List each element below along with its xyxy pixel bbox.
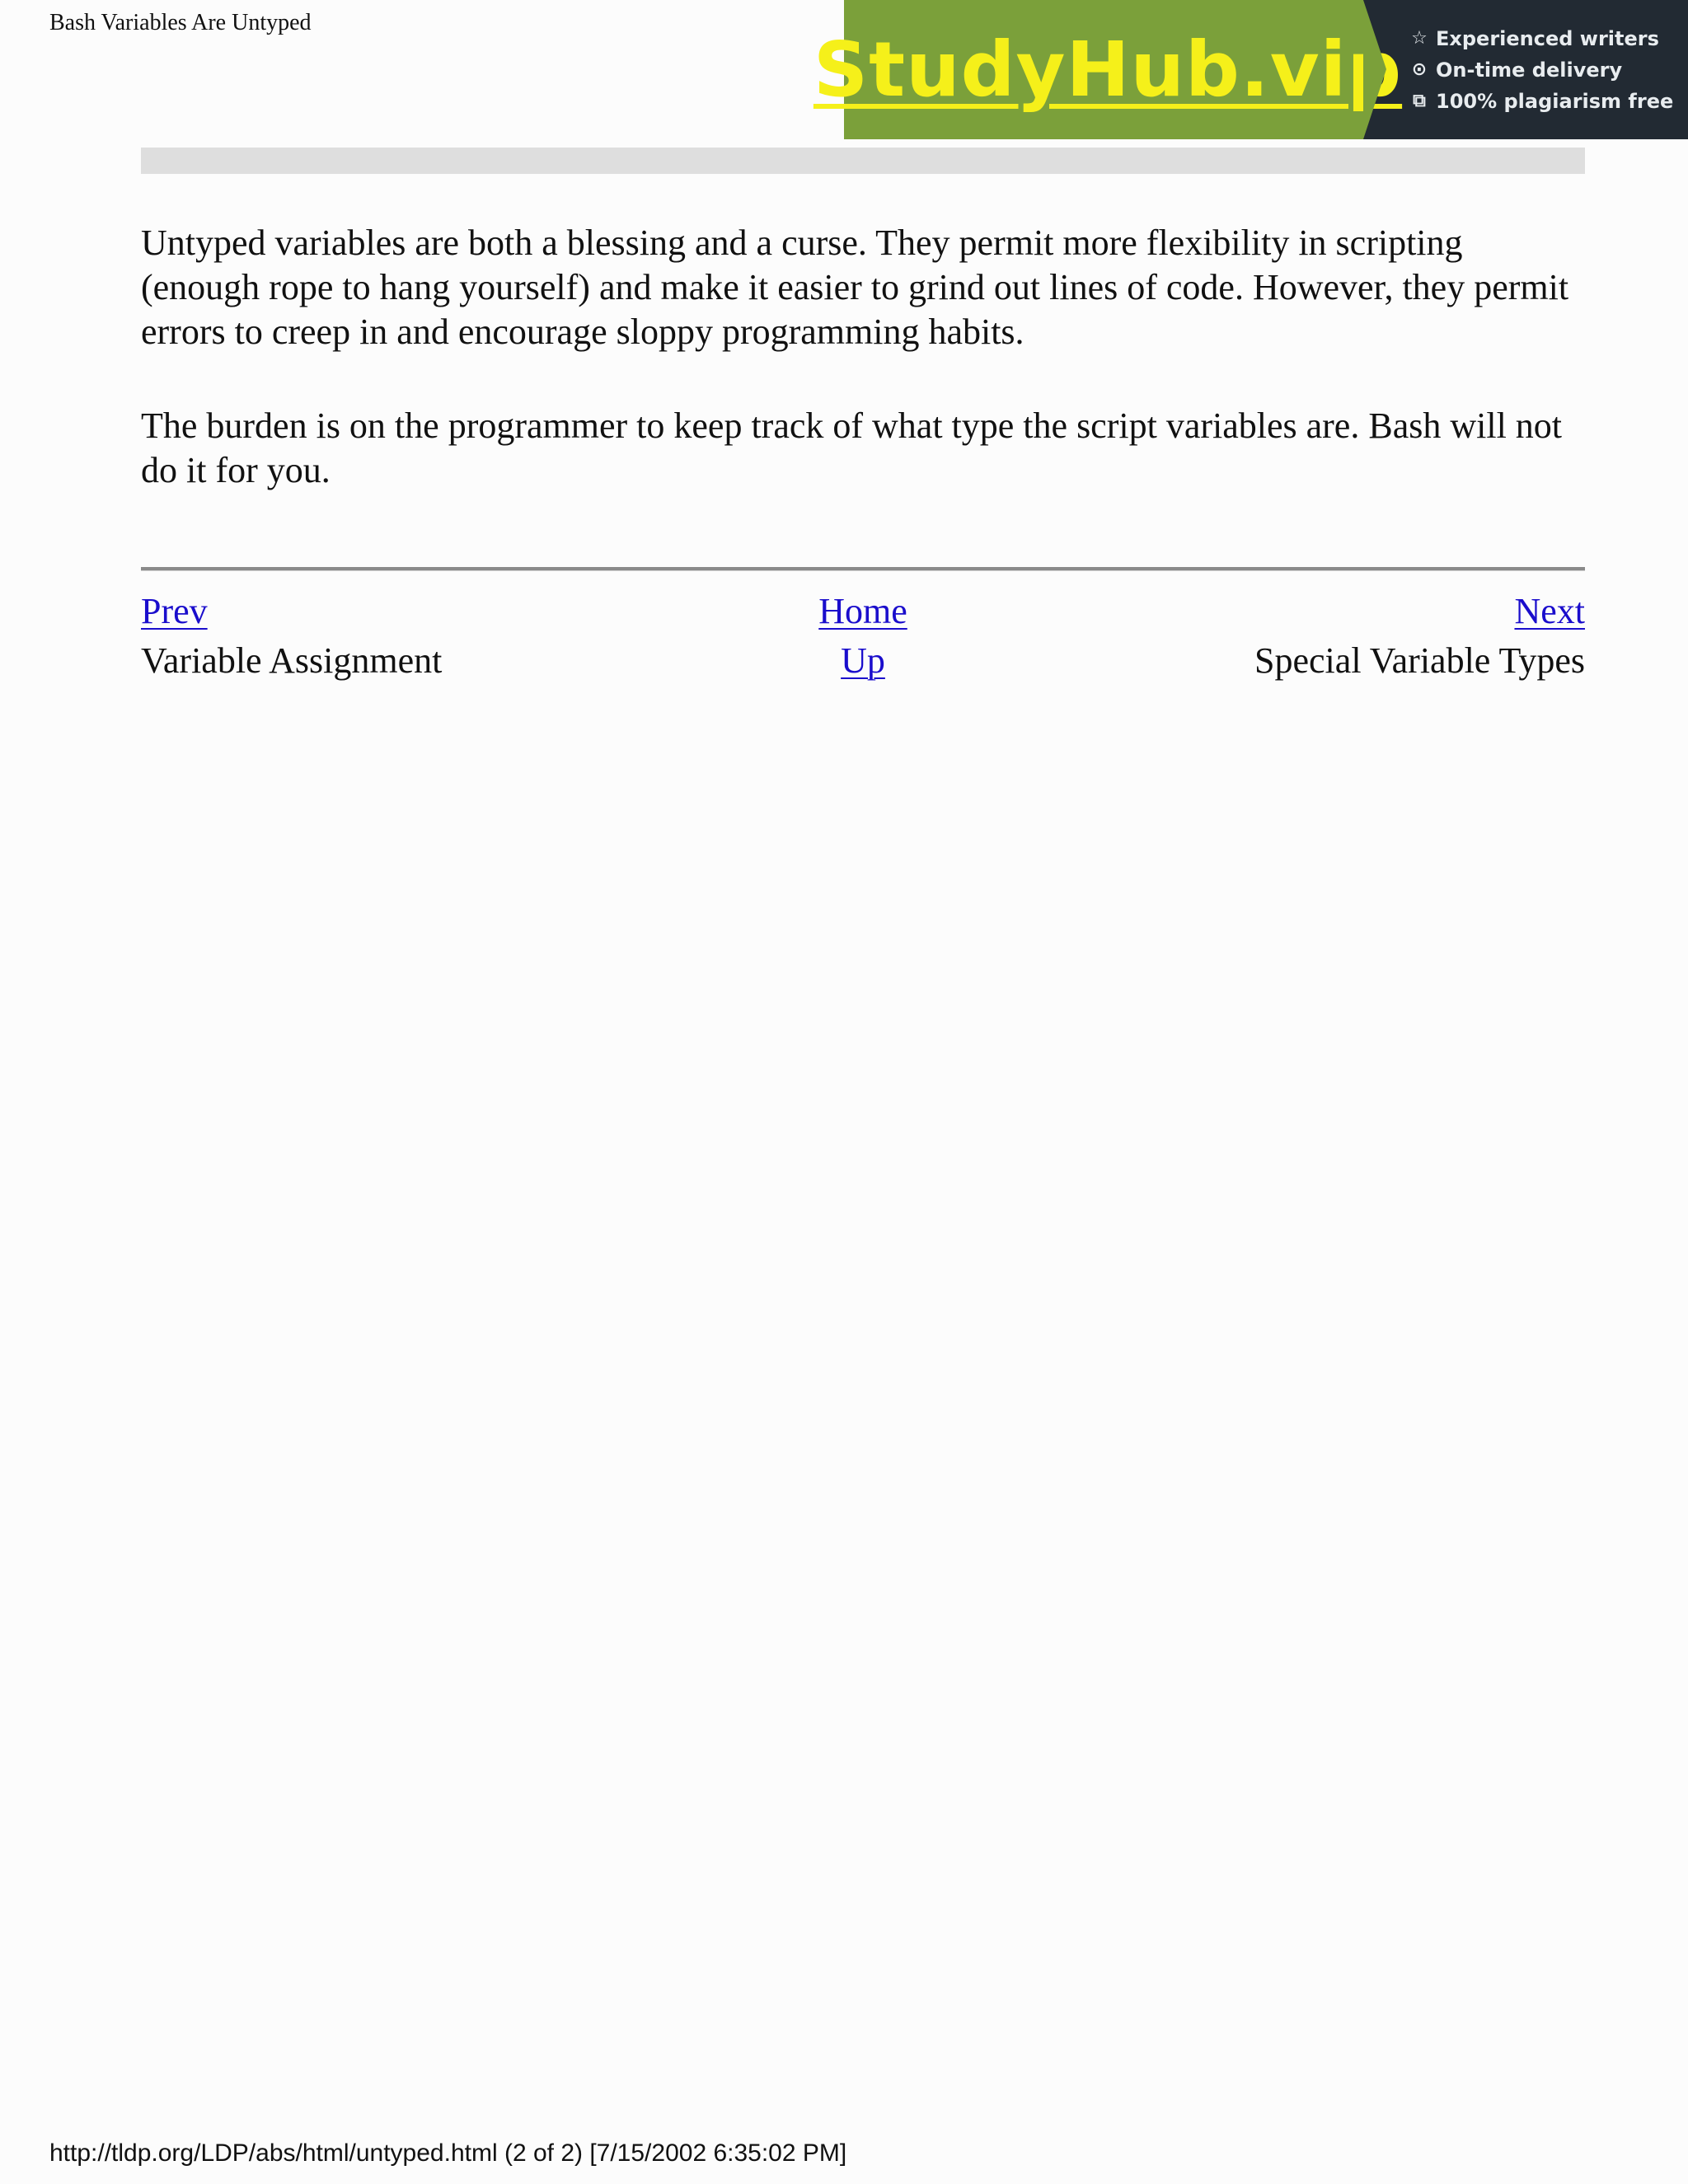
star-icon: ☆ [1411,28,1428,49]
up-link[interactable]: Up [841,640,885,681]
footer-url: http://tldp.org/LDP/abs/html/untyped.html (2 of 2) [7/15/2002 6:35:02 PM] [49,2139,847,2167]
studyhub-logo[interactable]: StudyHub.vip [813,26,1403,114]
next-page-title: Special Variable Types [1254,640,1585,681]
banner-chevron [1363,0,1386,139]
nav-cell-next-title [1104,636,1585,686]
prev-page-title: Variable Assignment [141,640,443,681]
banner-logo-panel[interactable] [813,0,1403,139]
banner-features-panel [1363,0,1688,139]
banner-feature-label: Experienced writers [1436,26,1659,50]
banner-feature-plagiarism [1409,90,1688,113]
navigation-header-bar [141,148,1585,174]
nav-cell-prev [141,587,622,636]
banner-feature-label: 100% plagiarism free [1436,89,1674,113]
banner-feature-writers [1409,27,1688,50]
home-link[interactable]: Home [818,591,907,631]
footer-navigation [141,587,1585,686]
main-content [141,221,1585,542]
footer-divider [141,567,1585,571]
nav-cell-next [1104,587,1585,636]
nav-row-titles [141,636,1585,686]
copy-icon: ⧉ [1413,91,1426,111]
banner-feature-label: On-time delivery [1436,58,1623,82]
nav-cell-prev-title [141,636,622,686]
studyhub-banner-ad[interactable] [813,0,1688,139]
nav-cell-home [622,587,1104,636]
nav-row-links [141,587,1585,636]
next-link[interactable]: Next [1514,591,1585,631]
page-header-title: Bash Variables Are Untyped [49,10,312,35]
nav-cell-up [622,636,1104,686]
content-paragraph: Untyped variables are both a blessing and a curse. They permit more flexibility in scripting (enough rope to hang yourself) and make it easier to grind out lines of code. However, they permit errors to creep in and encourage sloppy programming habits. [141,223,1569,352]
clock-icon: ⊙ [1411,59,1428,80]
content-paragraph: The burden is on the programmer to keep track of what type the script variables are. Bash will not do it for you. [141,405,1563,490]
prev-link[interactable]: Prev [141,591,208,631]
banner-feature-delivery [1409,59,1688,82]
